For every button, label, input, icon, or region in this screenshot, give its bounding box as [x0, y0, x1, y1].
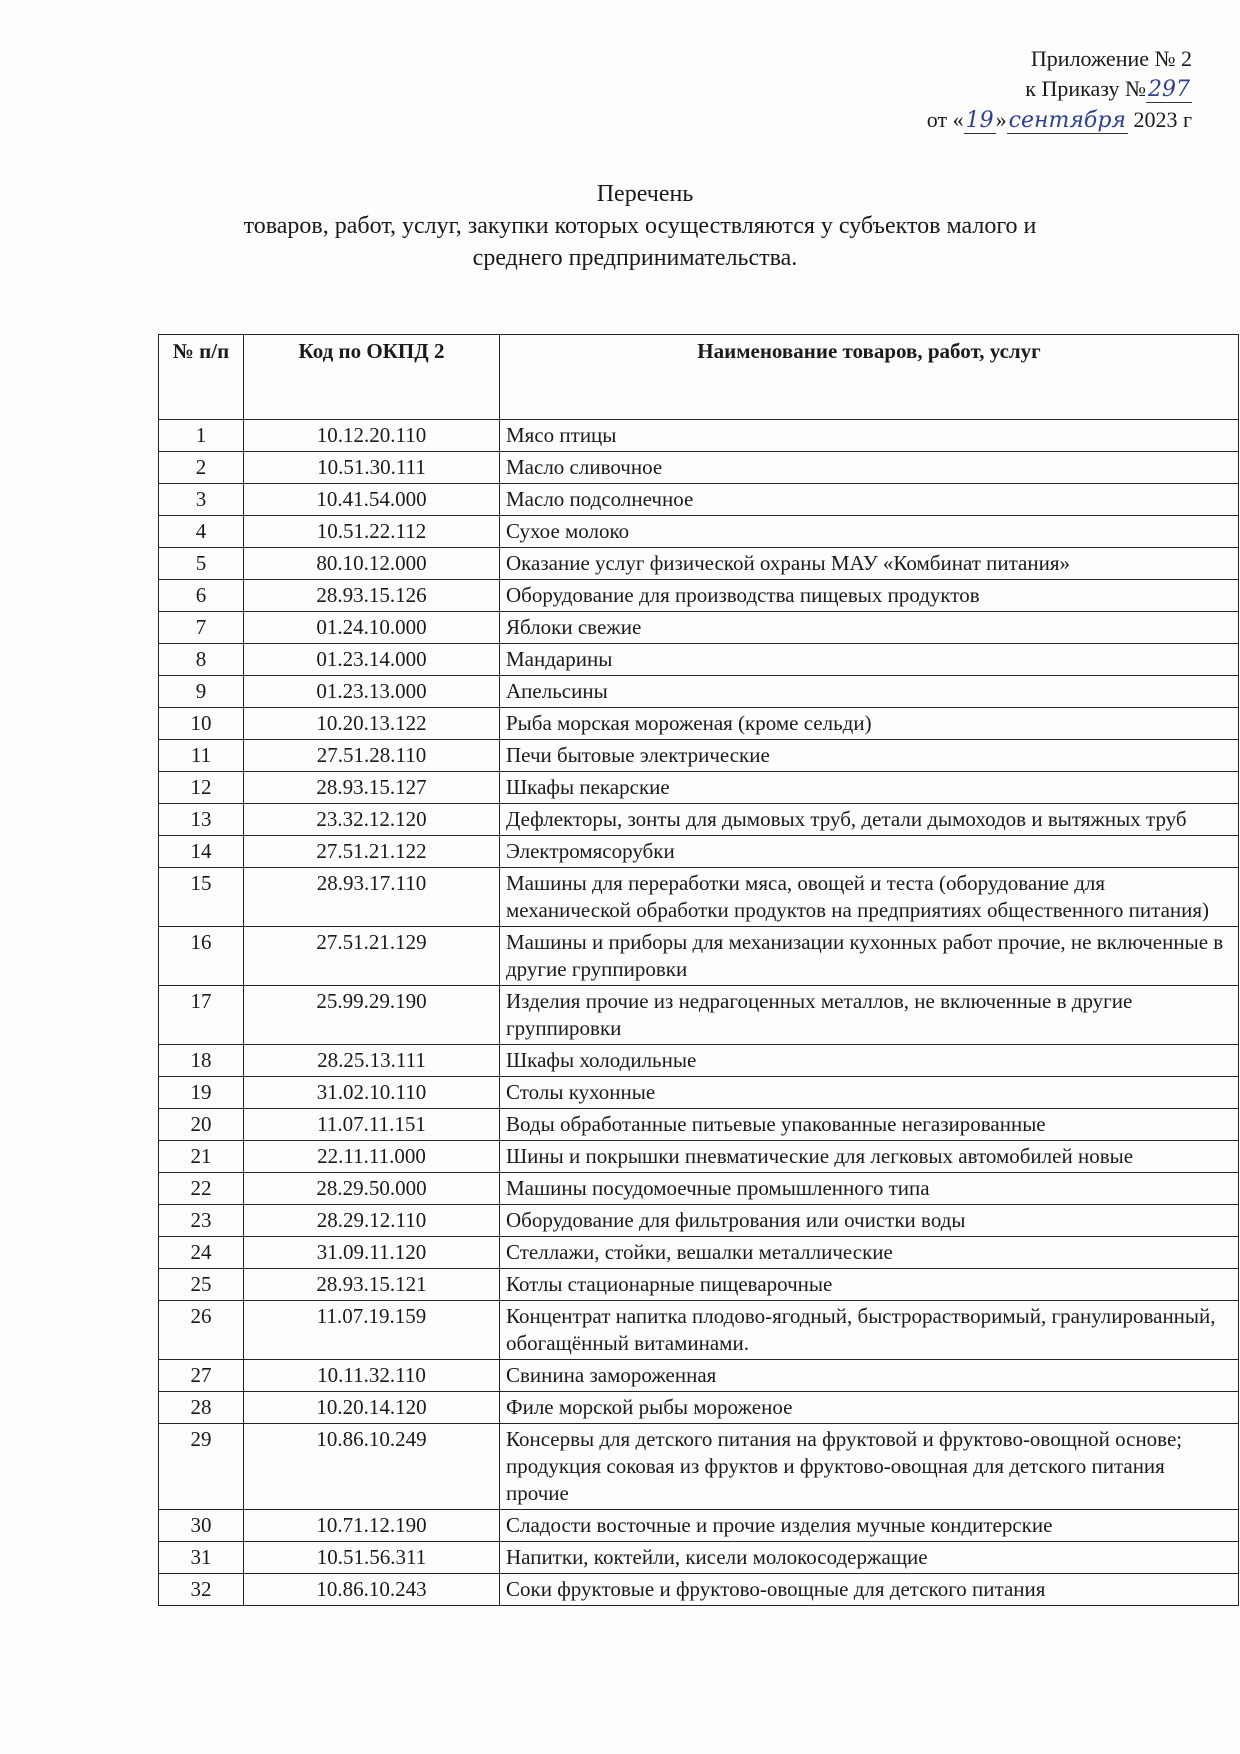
- okpd-code: 80.10.12.000: [244, 548, 500, 580]
- row-number: 30: [159, 1510, 244, 1542]
- item-name: Машины для переработки мяса, овощей и теста (оборудование для механической обработки продуктов на предприятиях общественного питания): [500, 868, 1239, 927]
- okpd-code: 10.41.54.000: [244, 484, 500, 516]
- table-row: [159, 836, 1239, 868]
- okpd-code: 10.12.20.110: [244, 420, 500, 452]
- appendix-label: Приложение № 2: [1030, 46, 1192, 71]
- item-name: Шины и покрышки пневматические для легковых автомобилей новые: [500, 1141, 1239, 1173]
- row-number: 14: [159, 836, 244, 868]
- item-name: Воды обработанные питьевые упакованные негазированные: [500, 1109, 1239, 1141]
- item-name: Рыба морская мороженая (кроме сельди): [500, 708, 1239, 740]
- appendix-header: [927, 44, 1192, 136]
- table-row: [159, 1205, 1239, 1237]
- table-row: [159, 1237, 1239, 1269]
- table-row: [159, 1109, 1239, 1141]
- row-number: 28: [159, 1392, 244, 1424]
- row-number: 31: [159, 1542, 244, 1574]
- okpd-code: 28.93.15.127: [244, 772, 500, 804]
- okpd-code: 10.20.14.120: [244, 1392, 500, 1424]
- item-name: Дефлекторы, зонты для дымовых труб, детали дымоходов и вытяжных труб: [500, 804, 1239, 836]
- item-name: Мясо птицы: [500, 420, 1239, 452]
- okpd-code: 10.51.30.111: [244, 452, 500, 484]
- table-row: [159, 868, 1239, 927]
- row-number: 16: [159, 927, 244, 986]
- okpd-code: 27.51.21.122: [244, 836, 500, 868]
- item-name: Столы кухонные: [500, 1077, 1239, 1109]
- item-name: Яблоки свежие: [500, 612, 1239, 644]
- item-name: Изделия прочие из недрагоценных металлов, не включенные в другие группировки: [500, 986, 1239, 1045]
- table-row: [159, 1542, 1239, 1574]
- item-name: Соки фруктовые и фруктово-овощные для детского питания: [500, 1574, 1239, 1606]
- item-name: Сухое молоко: [500, 516, 1239, 548]
- item-name: Стеллажи, стойки, вешалки металлические: [500, 1237, 1239, 1269]
- row-number: 21: [159, 1141, 244, 1173]
- table-header-row: [159, 335, 1239, 420]
- okpd-code: 11.07.19.159: [244, 1301, 500, 1360]
- okpd-code: 28.29.50.000: [244, 1173, 500, 1205]
- order-number-handwritten: 297: [1148, 77, 1190, 102]
- okpd-code: 31.02.10.110: [244, 1077, 500, 1109]
- okpd-code: 10.11.32.110: [244, 1360, 500, 1392]
- okpd-code: 23.32.12.120: [244, 804, 500, 836]
- table-row: [159, 516, 1239, 548]
- table-row: [159, 1574, 1239, 1606]
- row-number: 8: [159, 644, 244, 676]
- row-number: 24: [159, 1237, 244, 1269]
- okpd-code: 27.51.21.129: [244, 927, 500, 986]
- row-number: 13: [159, 804, 244, 836]
- row-number: 9: [159, 676, 244, 708]
- table-row: [159, 420, 1239, 452]
- table-row: [159, 580, 1239, 612]
- date-day-handwritten: 19: [965, 108, 994, 133]
- okpd-code: 28.25.13.111: [244, 1045, 500, 1077]
- row-number: 22: [159, 1173, 244, 1205]
- item-name: Печи бытовые электрические: [500, 740, 1239, 772]
- table-row: [159, 1301, 1239, 1360]
- table-row: [159, 1045, 1239, 1077]
- okpd-code: 22.11.11.000: [244, 1141, 500, 1173]
- item-name: Шкафы пекарские: [500, 772, 1239, 804]
- order-reference: [927, 74, 1192, 105]
- okpd-code: 28.93.15.126: [244, 580, 500, 612]
- date-month-handwritten: сентября: [1008, 108, 1126, 133]
- table-row: [159, 1173, 1239, 1205]
- table-row: [159, 1510, 1239, 1542]
- okpd-code: 10.86.10.243: [244, 1574, 500, 1606]
- row-number: 29: [159, 1424, 244, 1510]
- item-name: Шкафы холодильные: [500, 1045, 1239, 1077]
- okpd-code: 28.29.12.110: [244, 1205, 500, 1237]
- item-name: Машины и приборы для механизации кухонных работ прочие, не включенные в другие группировки: [500, 927, 1239, 986]
- okpd-code: 25.99.29.190: [244, 986, 500, 1045]
- table-row: [159, 1424, 1239, 1510]
- goods-table: [158, 334, 1239, 1606]
- row-number: 32: [159, 1574, 244, 1606]
- table-row: [159, 644, 1239, 676]
- row-number: 26: [159, 1301, 244, 1360]
- item-name: Свинина замороженная: [500, 1360, 1239, 1392]
- row-number: 18: [159, 1045, 244, 1077]
- date-middle: »: [995, 107, 1007, 132]
- okpd-code: 10.71.12.190: [244, 1510, 500, 1542]
- table-row: [159, 548, 1239, 580]
- table-row: [159, 676, 1239, 708]
- row-number: 20: [159, 1109, 244, 1141]
- header-num: № п/п: [159, 335, 244, 420]
- okpd-code: 01.23.13.000: [244, 676, 500, 708]
- date-year: 2023 г: [1127, 107, 1192, 132]
- row-number: 5: [159, 548, 244, 580]
- okpd-code: 10.86.10.249: [244, 1424, 500, 1510]
- item-name: Оборудование для фильтрования или очистки воды: [500, 1205, 1239, 1237]
- item-name: Филе морской рыбы мороженое: [500, 1392, 1239, 1424]
- table-row: [159, 1269, 1239, 1301]
- row-number: 27: [159, 1360, 244, 1392]
- row-number: 15: [159, 868, 244, 927]
- row-number: 19: [159, 1077, 244, 1109]
- item-name: Апельсины: [500, 676, 1239, 708]
- item-name: Машины посудомоечные промышленного типа: [500, 1173, 1239, 1205]
- row-number: 17: [159, 986, 244, 1045]
- table-row: [159, 1077, 1239, 1109]
- row-number: 25: [159, 1269, 244, 1301]
- order-date: [927, 105, 1192, 136]
- table-row: [159, 452, 1239, 484]
- table-row: [159, 740, 1239, 772]
- item-name: Масло подсолнечное: [500, 484, 1239, 516]
- row-number: 2: [159, 452, 244, 484]
- title-line-1: Перечень: [596, 181, 694, 207]
- okpd-code: 28.93.17.110: [244, 868, 500, 927]
- okpd-code: 01.23.14.000: [244, 644, 500, 676]
- row-number: 10: [159, 708, 244, 740]
- row-number: 6: [159, 580, 244, 612]
- item-name: Концентрат напитка плодово-ягодный, быстрорастворимый, гранулированный, обогащённый витаминами.: [500, 1301, 1239, 1360]
- table-row: [159, 927, 1239, 986]
- item-name: Электромясорубки: [500, 836, 1239, 868]
- table-row: [159, 708, 1239, 740]
- okpd-code: 28.93.15.121: [244, 1269, 500, 1301]
- table-row: [159, 1360, 1239, 1392]
- header-code: Код по ОКПД 2: [244, 335, 500, 420]
- table-row: [159, 986, 1239, 1045]
- row-number: 23: [159, 1205, 244, 1237]
- okpd-code: 10.51.22.112: [244, 516, 500, 548]
- okpd-code: 10.20.13.122: [244, 708, 500, 740]
- row-number: 3: [159, 484, 244, 516]
- date-prefix: от «: [926, 107, 964, 132]
- goods-table-container: [158, 334, 1224, 1606]
- item-name: Консервы для детского питания на фруктовой и фруктово-овощной основе; продукция соковая из фруктов и фруктово-овощная для детского питания прочие: [500, 1424, 1239, 1510]
- row-number: 4: [159, 516, 244, 548]
- table-row: [159, 772, 1239, 804]
- row-number: 1: [159, 420, 244, 452]
- item-name: Оборудование для производства пищевых продуктов: [500, 580, 1239, 612]
- item-name: Сладости восточные и прочие изделия мучные кондитерские: [500, 1510, 1239, 1542]
- title-line-3: среднего предпринимательства.: [472, 245, 798, 271]
- item-name: Мандарины: [500, 644, 1239, 676]
- row-number: 7: [159, 612, 244, 644]
- table-row: [159, 484, 1239, 516]
- okpd-code: 11.07.11.151: [244, 1109, 500, 1141]
- okpd-code: 27.51.28.110: [244, 740, 500, 772]
- row-number: 11: [159, 740, 244, 772]
- table-body: [159, 420, 1239, 1606]
- okpd-code: 10.51.56.311: [244, 1542, 500, 1574]
- header-name: Наименование товаров, работ, услуг: [500, 335, 1239, 420]
- item-name: Оказание услуг физической охраны МАУ «Комбинат питания»: [500, 548, 1239, 580]
- okpd-code: 31.09.11.120: [244, 1237, 500, 1269]
- item-name: Напитки, коктейли, кисели молокосодержащие: [500, 1542, 1239, 1574]
- table-row: [159, 1392, 1239, 1424]
- table-row: [159, 804, 1239, 836]
- order-prefix: к Приказу №: [1025, 76, 1146, 101]
- item-name: Котлы стационарные пищеварочные: [500, 1269, 1239, 1301]
- table-row: [159, 1141, 1239, 1173]
- document-title: [0, 178, 1240, 274]
- table-row: [159, 612, 1239, 644]
- item-name: Масло сливочное: [500, 452, 1239, 484]
- row-number: 12: [159, 772, 244, 804]
- okpd-code: 01.24.10.000: [244, 612, 500, 644]
- title-line-2: товаров, работ, услуг, закупки которых осуществляются у субъектов малого и: [243, 213, 1037, 239]
